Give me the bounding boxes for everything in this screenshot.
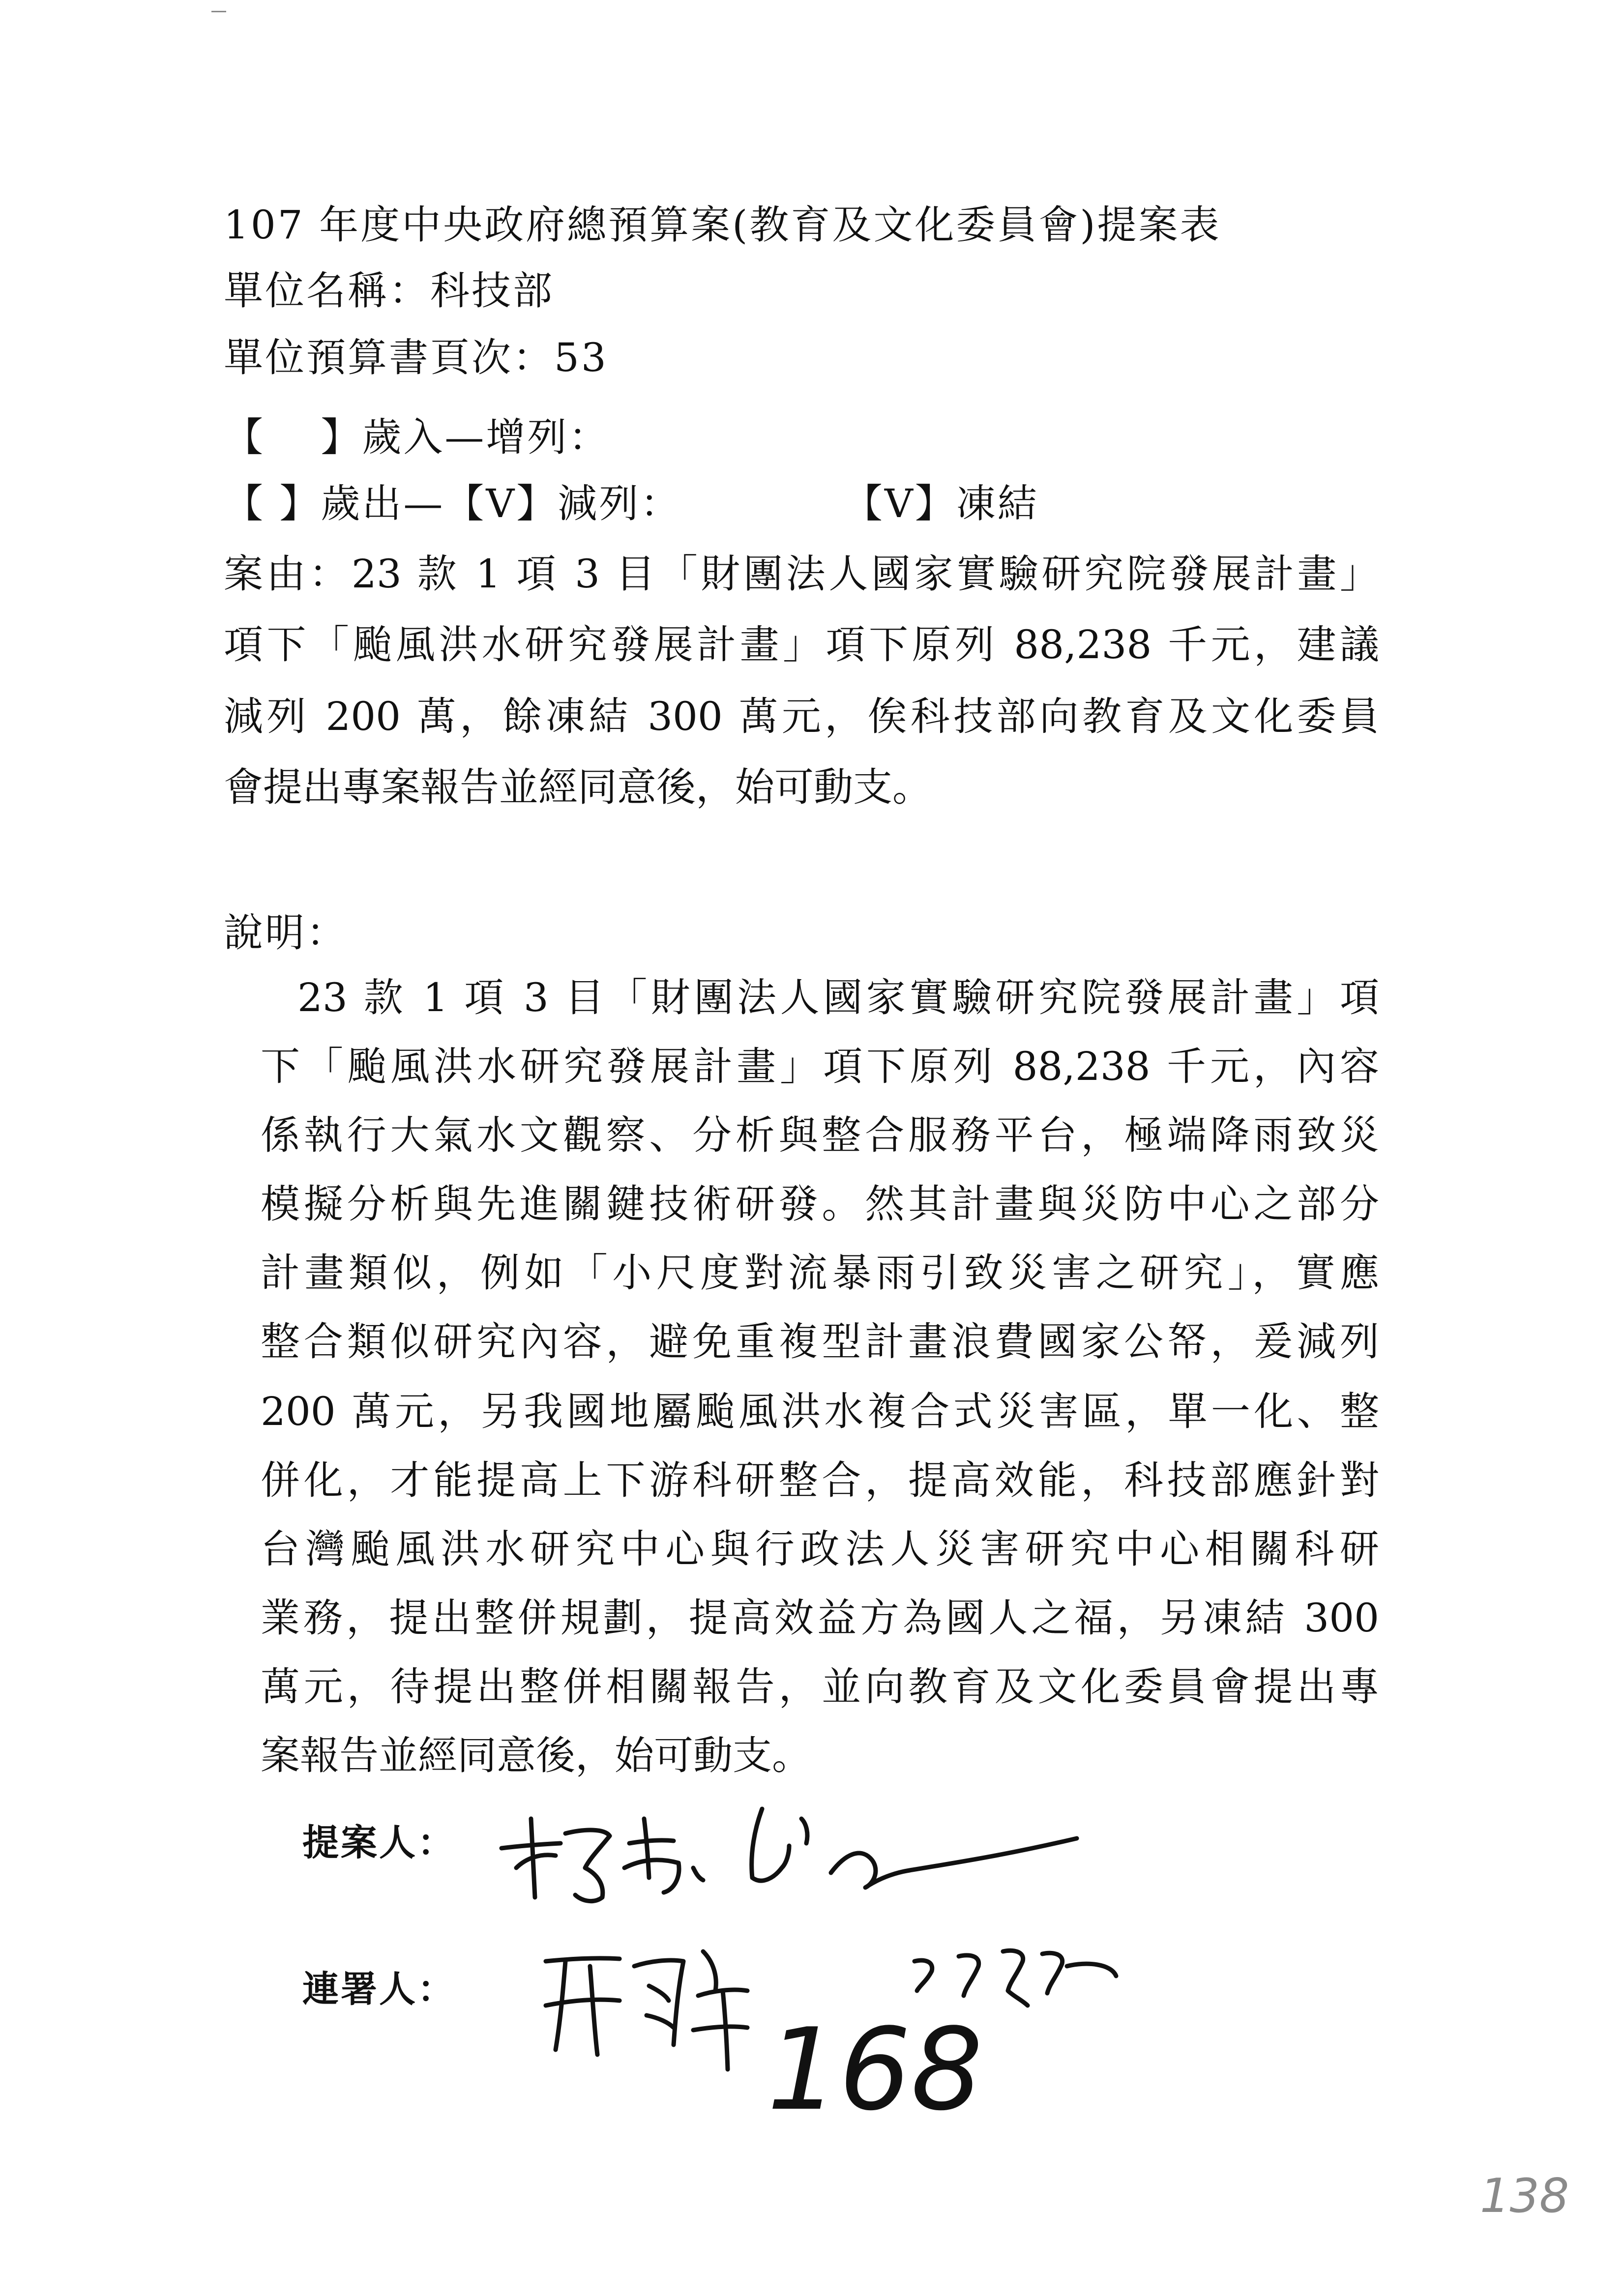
case-line: 會提出專案報告並經同意後，始可動支。 — [224, 764, 932, 810]
explanation-line: 併化，才能提高上下游科研整合，提高效能，科技部應針對 — [261, 1457, 1379, 1503]
expenditure-reduce-line: 【 】歲出—【V】減列： — [224, 481, 682, 526]
freeze-line: 【V】凍結 — [843, 481, 1039, 526]
explanation-line: 萬元，待提出整併相關報告，並向教育及文化委員會提出專 — [261, 1664, 1379, 1710]
scan-mark — [211, 11, 226, 12]
proposer-label: 提案人： — [302, 1822, 456, 1864]
svg-text:138: 138 — [1480, 2169, 1569, 2223]
explanation-line: 案報告並經同意後，始可動支。 — [261, 1733, 811, 1778]
explanation-line: 23 款 1 項 3 目「財團法人國家實驗研究院發展計畫」項 — [297, 975, 1379, 1020]
explanation-line: 計畫類似，例如「小尺度對流暴雨引致災害之研究」，實應 — [261, 1250, 1379, 1296]
explanation-line: 台灣颱風洪水研究中心與行政法人災害研究中心相關科研 — [261, 1526, 1379, 1572]
proposer-signature — [487, 1799, 1106, 1912]
case-line: 案由：23 款 1 項 3 目「財團法人國家實驗研究院發展計畫」 — [224, 551, 1379, 597]
unit-name: 單位名稱：科技部 — [224, 268, 554, 314]
explanation-line: 下「颱風洪水研究發展計畫」項下原列 88,238 千元，內容 — [261, 1044, 1379, 1089]
cosigner-label: 連署人： — [302, 1968, 456, 2010]
revenue-line: 【 】歲入—增列： — [224, 414, 610, 460]
explanation-line: 係執行大氣水文觀察、分析與整合服務平台，極端降雨致災 — [261, 1112, 1379, 1158]
budget-page: 單位預算書頁次：53 — [224, 335, 608, 380]
page-mark — [1475, 2163, 1583, 2227]
explanation-line: 業務，提出整併規劃，提高效益方為國人之福，另凍結 300 — [261, 1595, 1379, 1641]
explanation-line: 200 萬元，另我國地屬颱風洪水複合式災害區，單一化、整 — [261, 1389, 1379, 1434]
case-line: 項下「颱風洪水研究發展計畫」項下原列 88,238 千元，建議 — [224, 622, 1379, 668]
explanation-line: 整合類似研究內容，避免重複型計畫浪費國家公帑，爰減列 — [261, 1319, 1379, 1365]
explanation-heading: 說明： — [224, 910, 348, 956]
explanation-line: 模擬分析與先進關鍵技術研發。然其計畫與災防中心之部分 — [261, 1181, 1379, 1227]
handwritten-number: 168 — [767, 2005, 983, 2136]
case-line: 減列 200 萬，餘凍結 300 萬元，俟科技部向教育及文化委員 — [224, 694, 1379, 739]
cosigner-signature — [536, 1932, 1190, 2143]
document-title: 107 年度中央政府總預算案(教育及文化委員會)提案表 — [224, 202, 1221, 248]
